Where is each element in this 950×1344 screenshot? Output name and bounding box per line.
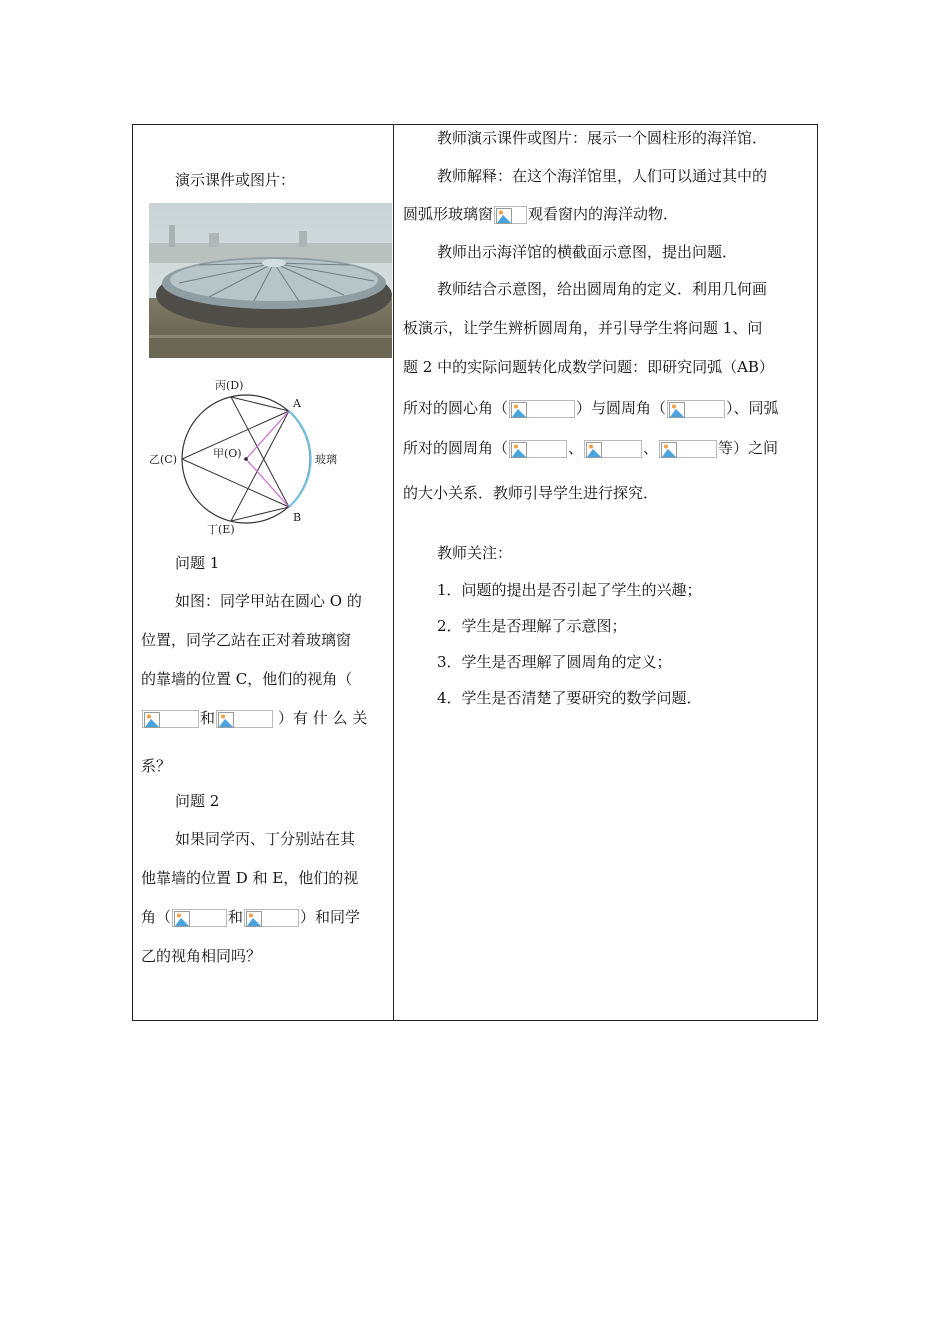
circle-diagram bbox=[149, 375, 349, 535]
right-line9-sep2: 、 bbox=[643, 439, 659, 457]
right-line9-sep1: 、 bbox=[568, 439, 584, 457]
focus-item: 2．学生是否理解了示意图； bbox=[437, 617, 627, 635]
broken-image-icon bbox=[659, 440, 717, 458]
broken-image-icon bbox=[172, 909, 227, 927]
broken-image-icon bbox=[142, 710, 199, 728]
q1-tail: ）有 什 么 关 bbox=[278, 709, 368, 727]
right-line3-pre: 圆弧形玻璃窗 bbox=[403, 205, 494, 223]
label-c: 乙(C) bbox=[149, 453, 177, 466]
broken-image-icon bbox=[494, 206, 527, 224]
q2-line3 bbox=[141, 908, 360, 927]
q2-pre: 角（ bbox=[141, 908, 172, 926]
q2-line4: 乙的视角相同吗？ bbox=[141, 947, 262, 965]
right-line8 bbox=[403, 399, 779, 418]
right-line6: 板演示，让学生辨析圆周角，并引导学生将问题 1、问 bbox=[403, 319, 763, 337]
right-line9-post: 等）之间 bbox=[718, 439, 779, 457]
right-line9-pre: 所对的圆周角（ bbox=[403, 439, 509, 457]
q2-line2: 他靠墙的位置 D 和 E，他们的视 bbox=[141, 869, 359, 887]
right-line9 bbox=[403, 439, 778, 458]
demo-label: 演示课件或图片： bbox=[175, 171, 296, 189]
right-line7: 题 2 中的实际问题转化成数学问题：即研究同弧（AB） bbox=[403, 358, 774, 376]
focus-title: 教师关注： bbox=[437, 544, 513, 562]
right-line1: 教师演示课件或图片：展示一个圆柱形的海洋馆． bbox=[437, 129, 768, 147]
q2-and: 和 bbox=[228, 908, 244, 926]
right-line5: 教师结合示意图，给出圆周角的定义．利用几何画 bbox=[437, 280, 768, 298]
label-d: 丙(D) bbox=[215, 379, 244, 392]
label-a: A bbox=[293, 397, 301, 410]
label-e: 丁(E) bbox=[207, 523, 235, 535]
broken-image-icon bbox=[244, 909, 299, 927]
right-line3-post: 观看窗内的海洋动物． bbox=[528, 205, 679, 223]
right-line10: 的大小关系．教师引导学生进行探究． bbox=[403, 484, 659, 502]
focus-item: 4．学生是否清楚了要研究的数学问题． bbox=[437, 689, 702, 707]
q1-line4 bbox=[141, 709, 367, 728]
broken-image-icon bbox=[509, 400, 575, 418]
column-divider bbox=[393, 125, 394, 1020]
right-line2: 教师解释：在这个海洋馆里，人们可以通过其中的 bbox=[437, 167, 768, 185]
right-line3 bbox=[403, 205, 678, 224]
label-b: B bbox=[293, 511, 302, 524]
q2-line1: 如果同学丙、丁分别站在其 bbox=[175, 830, 356, 848]
right-line8-post: ）、同弧 bbox=[726, 399, 779, 417]
broken-image-icon bbox=[509, 440, 567, 458]
q1-and: 和 bbox=[200, 709, 216, 727]
q2-title: 问题 2 bbox=[175, 792, 220, 810]
label-glass: 玻璃 bbox=[315, 453, 337, 466]
q1-line2: 位置，同学乙站在正对着玻璃窗 bbox=[141, 631, 352, 649]
q1-line5: 系？ bbox=[141, 757, 172, 775]
broken-image-icon bbox=[584, 440, 642, 458]
q1-line1: 如图：同学甲站在圆心 O 的 bbox=[175, 592, 362, 610]
q1-line3: 的靠墙的位置 C，他们的视角（ bbox=[141, 670, 353, 688]
right-line8-mid: ）与圆周角（ bbox=[576, 399, 667, 417]
focus-item: 3．学生是否理解了圆周角的定义； bbox=[437, 653, 672, 671]
right-line8-pre: 所对的圆心角（ bbox=[403, 399, 509, 417]
label-o: 甲(O) bbox=[213, 447, 242, 460]
broken-image-icon bbox=[216, 710, 273, 728]
q2-tail: ）和同学 bbox=[300, 908, 361, 926]
broken-image-icon bbox=[667, 400, 725, 418]
right-line4: 教师出示海洋馆的横截面示意图，提出问题． bbox=[437, 243, 738, 261]
q1-title: 问题 1 bbox=[175, 554, 220, 572]
focus-item: 1．问题的提出是否引起了学生的兴趣； bbox=[437, 581, 702, 599]
lesson-table bbox=[132, 124, 818, 1021]
aquarium-photo bbox=[149, 203, 392, 358]
